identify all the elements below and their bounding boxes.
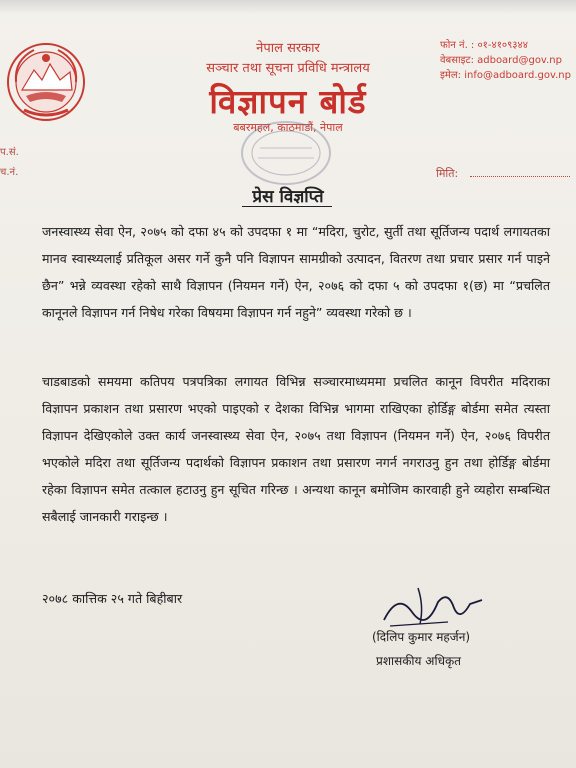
contact-email: इमेल: info@adboard.gov.np [440,70,571,81]
contact-block [440,38,571,83]
board-address: बबरमहल, काठमाडौं, नेपाल [233,121,343,134]
contact-website: वेबसाइट: adboard@gov.np [440,55,562,66]
letter-number-label: प.सं. [0,147,19,158]
issue-date: २०७८ कात्तिक २५ गते बिहीबार [42,591,183,606]
document-title: प्रेस विज्ञप्ति [252,187,324,207]
signer-name: (दिलिप कुमार महर्जन) [372,630,471,644]
handwritten-signature-icon [378,582,488,632]
dispatch-number-label: च.नं. [0,167,19,178]
signer-title: प्रशासकीय अधिकृत [376,654,462,668]
body-paragraph-2: चाडबाडको समयमा कतिपय पत्रपत्रिका लगायत विभिन्न सञ्चारमाध्यममा प्रचलित कानून विपरीत मदिराका विज्ञापन प्रकाशन तथा प्रसारण भएको पाइएको र देशका विभिन्न भागमा राखिएका होर्डिङ्ग बोर्डमा समेत त्यस्ता विज्ञापन देखिएकोले उक्त कार्य जनस्वास्थ्य सेवा ऐन, २०७५ तथा विज्ञापन (नियमन गर्ने) ऐन, २०७६ विपरीत भएकोले मदिरा तथा सूर्तिजन्य पदार्थको विज्ञापन प्रकाशन तथा प्रसारण नगर्न नगराउनु हुन तथा होर्डिङ्ग बोर्डमा रहेका विज्ञापन समेत तत्काल हटाउनु हुन सूचित गरिन्छ । अन्यथा कानून बमोजिम कारवाही हुने व्यहोरा सम्बन्धित सबैलाई जानकारी गराइन्छ । [42,374,550,524]
date-line [470,176,570,177]
office-stamp-icon [238,118,334,188]
ministry-heading: सञ्चार तथा सूचना प्रविधि मन्त्रालय [206,61,370,76]
date-label: मिति: [436,167,459,180]
contact-phone: फोन नं. : ०१-४१०९३४४ [440,40,528,51]
title-underline [242,206,332,207]
page-top-shadow [0,0,576,14]
body-paragraph-1: जनस्वास्थ्य सेवा ऐन, २०७५ को दफा ४५ को उपदफा १ मा “मदिरा, चुरोट, सुर्ती तथा सूर्तिजन्य पदार्थ लगायतका मानव स्वास्थ्यलाई प्रतिकूल असर गर्ने कुनै पनि विज्ञापन सामग्रीको उत्पादन, वितरण तथा प्रचार प्रसार गर्न पाइने छैन” भन्ने व्यवस्था रहेको साथै विज्ञापन (नियमन गर्ने) ऐन, २०७६ को दफा ५ को उपदफा १(छ) मा “प्रचलित कानूनले विज्ञापन गर्न निषेध गरेका विषयमा विज्ञापन गर्न नहुने” व्यवस्था गरेको छ । [42,224,550,320]
government-heading: नेपाल सरकार [256,41,320,56]
board-heading: विज्ञापन बोर्ड [209,82,367,121]
